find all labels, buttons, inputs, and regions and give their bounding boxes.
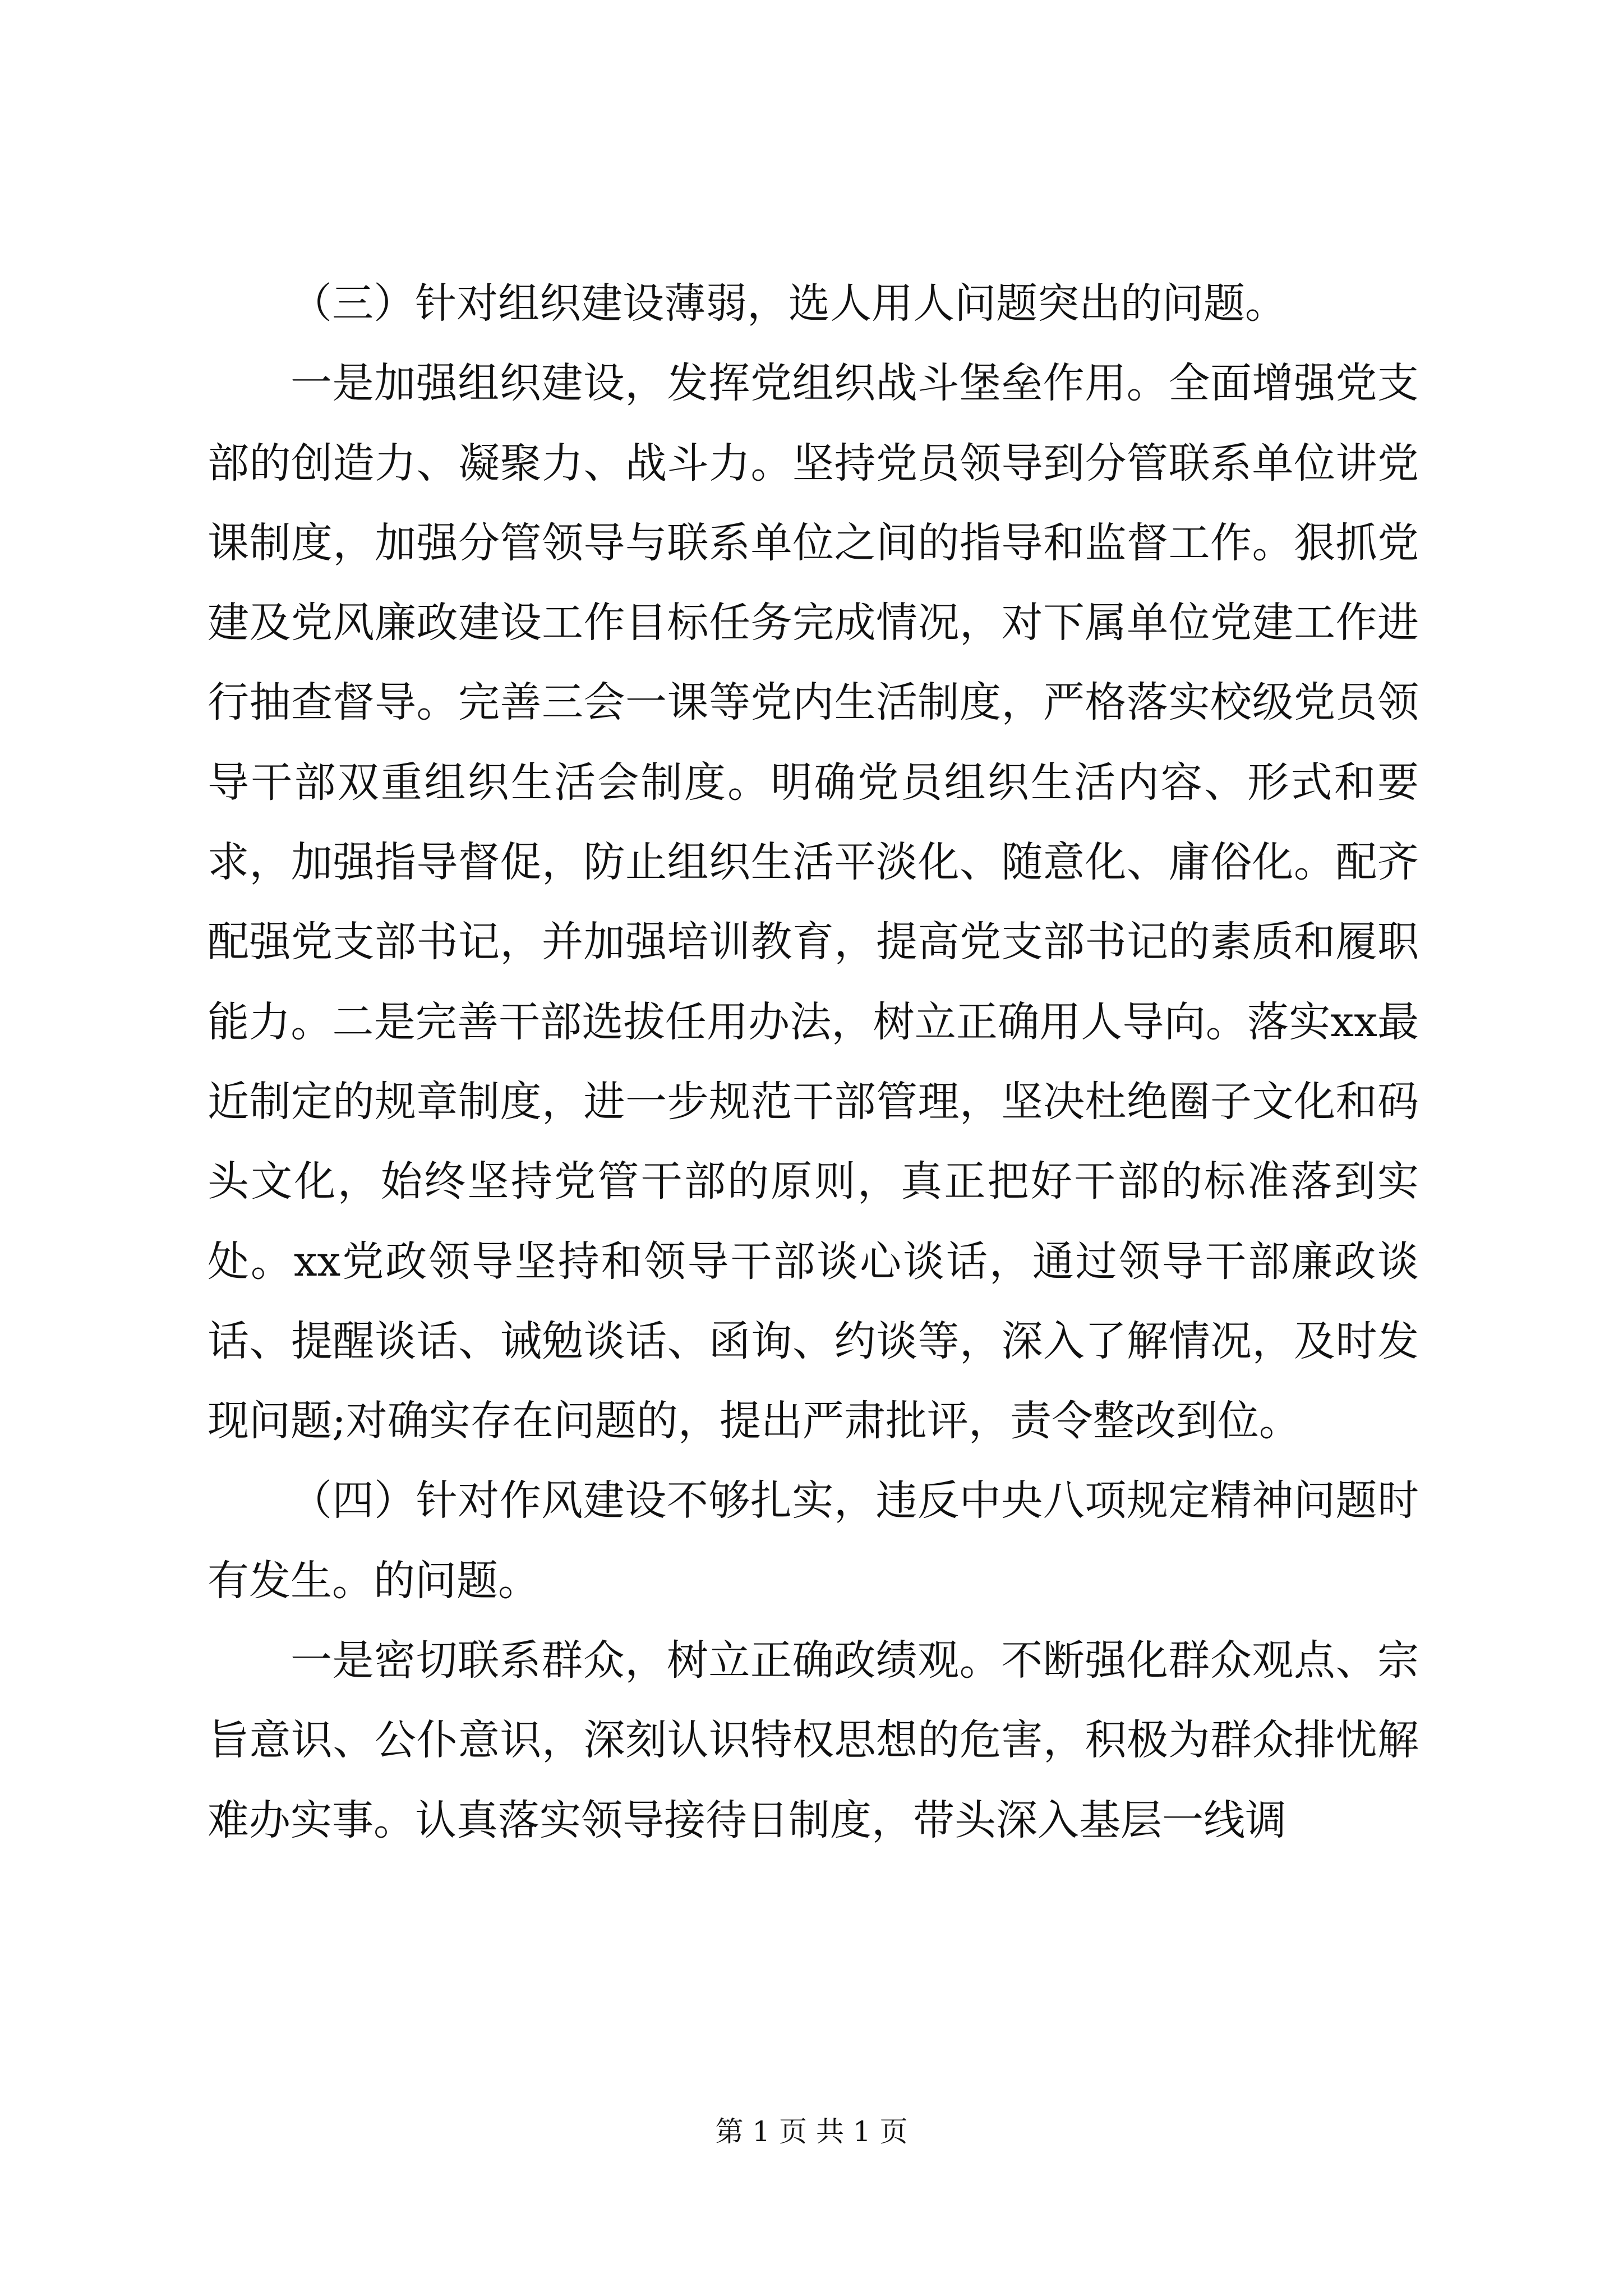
- section-3-heading: （三）针对组织建设薄弱，选人用人问题突出的问题。: [291, 279, 1287, 328]
- section-3-body: 一是加强组织建设，发挥党组织战斗堡垒作用。全面增强党支部的创造力、凝聚力、战斗力。坚持党员领导到分管联系单位讲党课制度，加强分管领导与联系单位之间的指导和监督工作。狠抓党建及党风廉政建设工作目标任务完成情况，对下属单位党建工作进行抽查督导。完善三会一课等党内生活制度，严格落实校级党员领导干部双重组织生活会制度。明确党员组织生活内容、形式和要求，加强指导督促，防止组织生活平淡化、随意化、庸俗化。配齐配强党支部书记，并加强培训教育，提高党支部书记的素质和履职能力。二是完善干部选拔任用办法，树立正确用人导向。落实xx最近制定的规章制度，进一步规范干部管理，坚决杜绝圈子文化和码头文化，始终坚持党管干部的原则，真正把好干部的标准落到实处。xx党政领导坚持和领导干部谈心谈话，通过领导干部廉政谈话、提醒谈话、诫勉谈话、函询、约谈等，深入了解情况，及时发现问题;对确实存在问题的，提出严肃批评，责令整改到位。: [208, 359, 1419, 1446]
- page-footer: 第 1 页 共 1 页: [715, 2115, 908, 2148]
- section-4-heading: （四）针对作风建设不够扎实，违反中央八项规定精神问题时有发生。的问题。: [208, 1476, 1419, 1605]
- document-body: [208, 264, 1419, 1860]
- section-4-body: 一是密切联系群众，树立正确政绩观。不断强化群众观点、宗旨意识、公仆意识，深刻认识特权思想的危害，积极为群众排忧解难办实事。认真落实领导接待日制度，带头深入基层一线调: [208, 1636, 1419, 1844]
